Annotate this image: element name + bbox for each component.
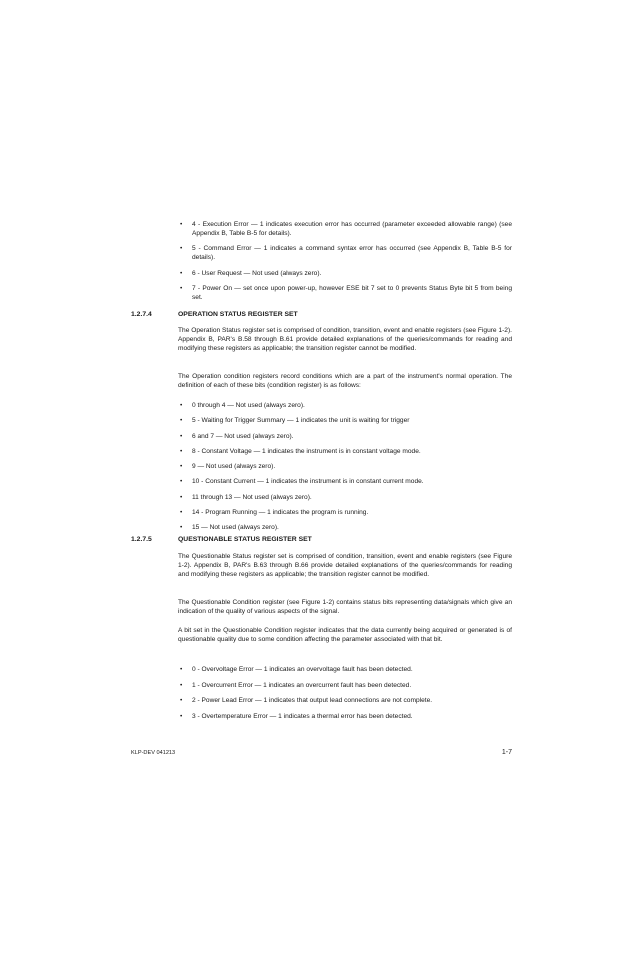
list-item: • 9 — Not used (always zero).	[178, 463, 512, 472]
list-item: • 3 - Overtemperature Error — 1 indicates a thermal error has been detected.	[178, 713, 512, 722]
list-item: • 6 - User Request — Not used (always zero).	[178, 270, 512, 279]
operation-condition-paragraph: The Operation condition registers record conditions which are a part of the instrument's normal operation. The definition of each of these bits (condition register) is as follows:	[178, 373, 512, 389]
section-title: QUESTIONABLE STATUS REGISTER SET	[178, 536, 312, 543]
list-item: • 10 - Constant Current — 1 indicates the instrument is in constant current mode.	[178, 478, 512, 487]
section-number: 1.2.7.4	[131, 311, 152, 318]
list-item: • 6 and 7 — Not used (always zero).	[178, 433, 512, 442]
section-title: OPERATION STATUS REGISTER SET	[178, 311, 298, 318]
list-item: • 2 - Power Lead Error — 1 indicates that output lead connections are not complete.	[178, 697, 512, 706]
footer-document-id: KLP-DEV 041213	[131, 750, 176, 756]
section-heading-operation-status	[131, 310, 298, 319]
list-item: • 0 through 4 — Not used (always zero).	[178, 402, 512, 411]
section-number: 1.2.7.5	[131, 536, 152, 543]
list-item: • 8 - Constant Voltage — 1 indicates the instrument is in constant voltage mode.	[178, 448, 512, 457]
questionable-bit-set-paragraph: A bit set in the Questionable Condition register indicates that the data currently being acquired or generated is of questionable quality due to some condition affecting the parameter associated with that bit.	[178, 627, 512, 643]
operation-status-intro-paragraph: The Operation Status register set is comprised of condition, transition, event and enable registers (see Figure 1-2). Appendix B, PAR's B.58 through B.61 provide detailed explanations of the queries/commands for reading and modifying these registers as applicable; the transition register cannot be modified.	[178, 327, 512, 352]
list-item: • 11 through 13 — Not used (always zero).	[178, 494, 512, 503]
list-item: • 5 - Waiting for Trigger Summary — 1 indicates the unit is waiting for trigger	[178, 417, 512, 426]
status-byte-bit-list	[178, 221, 512, 310]
footer-page-number: 1-7	[501, 749, 512, 756]
questionable-condition-bit-list	[178, 666, 512, 728]
questionable-status-intro-paragraph: The Questionable Status register set is comprised of condition, transition, event and enable registers (see Figure 1-2). Appendix B, PAR's B.63 through B.66 provide detailed explanations of the queries/commands for reading and modifying these registers as applicable; the transition register cannot be modified.	[178, 553, 512, 578]
list-item: • 0 - Overvoltage Error — 1 indicates an overvoltage fault has been detected.	[178, 666, 512, 675]
list-item: • 15 — Not used (always zero).	[178, 524, 512, 533]
list-item: • 4 - Execution Error — 1 indicates execution error has occurred (parameter exceeded allowable range) (see Appendix B, Table B-5 for details).	[178, 221, 512, 239]
questionable-condition-paragraph: The Questionable Condition register (see Figure 1-2) contains status bits representing data/signals which give an indication of the quality of various aspects of the signal.	[178, 599, 512, 615]
list-item: • 5 - Command Error — 1 indicates a command syntax error has occurred (see Appendix B, Table B-5 for details).	[178, 245, 512, 263]
list-item: • 1 - Overcurrent Error — 1 indicates an overcurrent fault has been detected.	[178, 682, 512, 691]
list-item: • 7 - Power On — set once upon power-up, however ESE bit 7 set to 0 prevents Status Byte bit 5 from being set.	[178, 285, 512, 303]
section-heading-questionable-status	[131, 535, 312, 544]
operation-condition-bit-list	[178, 402, 512, 540]
list-item: • 14 - Program Running — 1 indicates the program is running.	[178, 509, 512, 518]
